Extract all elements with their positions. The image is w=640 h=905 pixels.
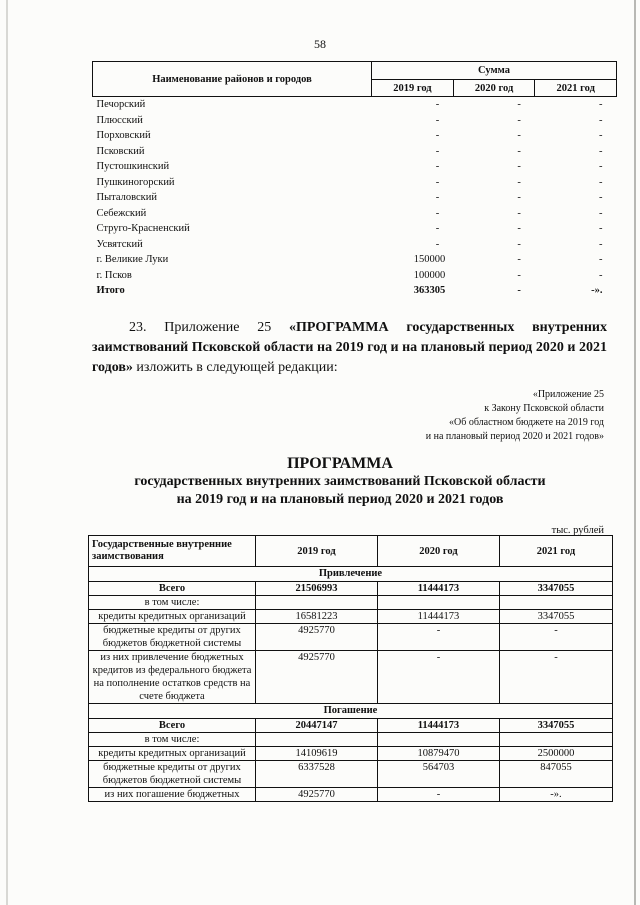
section-header-repayment: Погашение [89,704,613,719]
table-row [93,252,617,268]
cell-value: 11444173 [377,719,499,733]
units-label: тыс. рублей [551,525,604,536]
district-name: Порховский [96,130,151,141]
cell-value: - [599,161,603,172]
cell-value: - [599,269,603,281]
cell-value: - [499,651,612,704]
cell-value: 6337528 [256,761,378,788]
cell-value: - [499,624,612,651]
cell-value: - [435,161,440,172]
cell-value [499,596,612,610]
program-subtitle [40,473,640,509]
cell-value: - [435,238,440,250]
cell-value: 564703 [377,761,499,788]
cell-value: - [517,285,521,296]
district-name: Печорский [96,99,146,110]
total-row [93,283,617,299]
cell-value: - [517,223,521,234]
cell-value: - [599,223,603,234]
row-label: кредиты кредитных организаций [89,610,256,624]
table-row [93,237,617,253]
cell-value: - [435,176,440,188]
cell-value [499,733,612,747]
scan-edge-right [634,0,636,905]
borrowings-name-header: Государственные внутренние заимствования [89,536,256,567]
year-header: 2019 год [372,80,454,97]
row-label: в том числе: [89,596,256,610]
cell-value: - [599,238,603,250]
table-row [93,97,617,113]
table-row [89,747,613,761]
district-name: г. Псков [96,269,132,281]
cell-value [256,733,378,747]
table-row [93,144,617,160]
cell-value: - [377,651,499,704]
cell-value: - [517,238,521,250]
district-name: Псковский [96,145,145,157]
cell-value: - [517,176,521,188]
cell-value: - [517,145,521,157]
cell-value: - [377,788,499,802]
cell-value: - [599,207,603,219]
annex-reference [426,388,604,444]
districts-name-header: Наименование районов и городов [93,62,372,97]
table-row [89,610,613,624]
cell-value: 3347055 [499,719,612,733]
cell-value [256,596,378,610]
cell-value: 2500000 [499,747,612,761]
district-name: Плюсский [96,114,143,126]
table-row [93,221,617,237]
district-name: Пушкиногорский [96,176,175,188]
cell-value: - [599,254,603,265]
borrowings-table [88,535,613,802]
district-name: Усвятский [96,238,143,250]
district-name: Струго-Красненский [96,223,190,234]
subtitle-line: государственных внутренних заимствований Псковской области [134,474,546,489]
district-name: Пыталовский [96,192,157,203]
cell-value: 363305 [413,285,446,296]
cell-value: 847055 [499,761,612,788]
cell-value: - [435,223,440,234]
row-label: в том числе: [89,733,256,747]
year-header: 2021 год [535,80,617,97]
table-row [89,624,613,651]
table-row [89,719,613,733]
district-name: Себежский [96,207,147,219]
cell-value: - [435,145,440,157]
cell-value: - [517,192,521,203]
district-name: г. Великие Луки [96,254,169,265]
year-header: 2020 год [453,80,535,97]
cell-value [377,596,499,610]
table-row [93,206,617,222]
table-row [89,651,613,704]
cell-value: 4925770 [256,624,378,651]
cell-value: 16581223 [256,610,378,624]
annex-line: к Закону Псковской области [484,403,604,414]
table-row [93,190,617,206]
table-row [93,128,617,144]
district-name: Пустошкинский [96,161,170,172]
table-row [89,761,613,788]
row-label: бюджетные кредиты от других бюджетов бюджетной системы [89,761,256,788]
section-header-attraction: Привлечение [89,567,613,582]
cell-value: - [377,624,499,651]
annex-line: и на плановый период 2020 и 2021 годов» [425,431,604,442]
cell-value [377,733,499,747]
cell-value: 21506993 [256,582,378,596]
annex-line: «Об областном бюджете на 2019 год [449,417,604,428]
year-header: 2019 год [256,536,378,567]
table-row [93,175,617,191]
subtitle-line: на 2019 год и на плановый период 2020 и 2021 годов [176,492,504,507]
cell-value: 20447147 [256,719,378,733]
row-label: из них погашение бюджетных [89,788,256,802]
annex-line: «Приложение 25 [532,389,604,400]
total-label: Итого [96,285,125,296]
cell-value: 3347055 [499,610,612,624]
cell-value: - [517,207,521,219]
districts-table [92,61,617,299]
cell-value: - [517,254,521,265]
row-label: Всего [89,582,256,596]
table-row [89,733,613,747]
cell-value: 100000 [413,269,446,281]
cell-value: - [435,114,440,126]
cell-value: - [435,99,440,110]
paragraph-bold-title: «ПРОГРАММА государственных внутренних заимствований Псковской области на 2019 год и на плановый период 2020 и 2021 годов» [92,320,607,375]
cell-value: - [435,130,440,141]
cell-value: 4925770 [256,651,378,704]
districts-sum-header: Сумма [372,62,617,80]
amendment-paragraph [92,318,607,378]
cell-value: - [599,192,603,203]
cell-value: - [435,192,440,203]
cell-value: 150000 [413,254,446,265]
cell-value: - [435,207,440,219]
row-label: из них привлечение бюджетных кредитов из федерального бюджета на пополнение остатков средств на счете бюджета [89,651,256,704]
cell-value: 3347055 [499,582,612,596]
cell-value: 10879470 [377,747,499,761]
table-row [93,159,617,175]
year-header: 2020 год [377,536,499,567]
cell-value: -». [499,788,612,802]
cell-value: 11444173 [377,610,499,624]
program-title: ПРОГРАММА [287,455,393,472]
cell-value: - [517,161,521,172]
paragraph-suffix: изложить в следующей редакции: [132,360,338,375]
page-number: 58 [314,37,326,51]
cell-value: - [599,176,603,188]
cell-value: 4925770 [256,788,378,802]
table-row [89,788,613,802]
cell-value: - [517,114,521,126]
cell-value: - [599,99,603,110]
cell-value: 11444173 [377,582,499,596]
paragraph-prefix: 23. Приложение 25 [129,320,290,335]
year-header: 2021 год [499,536,612,567]
table-row [93,268,617,284]
cell-value: - [517,269,521,281]
table-row [89,596,613,610]
cell-value: - [517,130,521,141]
cell-value: - [599,114,603,126]
row-label: кредиты кредитных организаций [89,747,256,761]
table-row [89,582,613,596]
scan-edge-left [6,0,8,905]
row-label: бюджетные кредиты от других бюджетов бюджетной системы [89,624,256,651]
row-label: Всего [89,719,256,733]
cell-value: -». [591,285,603,296]
cell-value: - [599,130,603,141]
cell-value: - [599,145,603,157]
cell-value: 14109619 [256,747,378,761]
cell-value: - [517,99,521,110]
table-row [93,113,617,129]
